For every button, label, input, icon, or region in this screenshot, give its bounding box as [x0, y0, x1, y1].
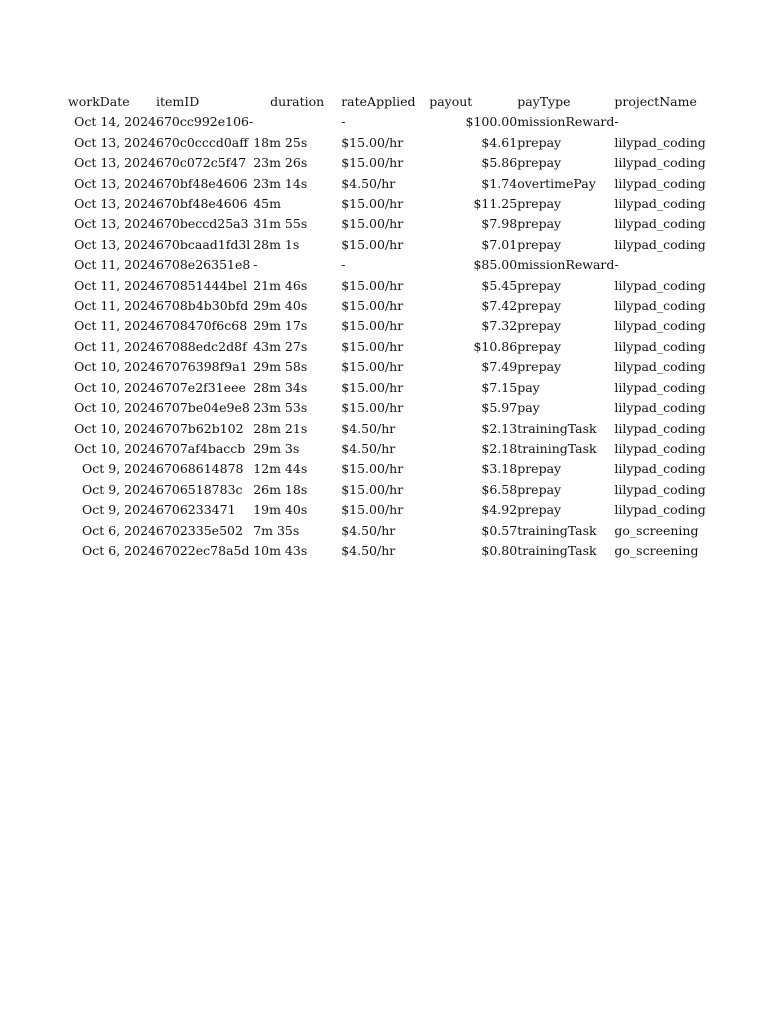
cell-duration: -: [253, 257, 258, 273]
cell-duration: 29m 17s: [253, 318, 308, 334]
cell-projectname: go_screening: [614, 522, 699, 538]
cell-projectname: lilypad_coding: [614, 134, 706, 150]
cell-payout: $7.42: [481, 298, 518, 314]
table-row: [68, 255, 706, 275]
cell-payout: $5.86: [481, 155, 518, 171]
cell-paytype: overtimePay: [517, 175, 596, 191]
table-row: [68, 214, 706, 234]
cell-duration: 28m 21s: [253, 420, 308, 436]
cell-itemid: 67022ec78a5d: [156, 542, 250, 558]
cell-itemid: 6707af4baccb: [156, 440, 246, 456]
cell-paytype: trainingTask: [517, 542, 597, 558]
cell-rateapplied: $15.00/hr: [341, 277, 404, 293]
table-row: [68, 296, 706, 316]
cell-itemid: 6707b62b102: [156, 420, 244, 436]
cell-payout: $85.00: [473, 257, 518, 273]
cell-rateapplied: $4.50/hr: [341, 420, 396, 436]
table-row: [68, 480, 706, 500]
header-duration: duration: [270, 94, 325, 109]
cell-payout: $7.15: [481, 379, 518, 395]
cell-itemid: 670c072c5f47: [156, 155, 247, 171]
table-row: [68, 276, 706, 296]
cell-duration: 29m 58s: [253, 359, 308, 375]
cell-paytype: prepay: [517, 461, 562, 477]
header-itemid: itemID: [156, 94, 200, 109]
cell-paytype: missionReward: [517, 257, 615, 273]
cell-workdate: Oct 11, 2024: [74, 298, 156, 314]
cell-duration: 23m 26s: [253, 155, 308, 171]
cell-payout: $2.18: [481, 440, 518, 456]
cell-projectname: lilypad_coding: [614, 155, 706, 171]
spreadsheet: [68, 92, 706, 561]
cell-itemid: 670beccd25a3: [156, 216, 249, 232]
cell-payout: $4.61: [481, 134, 518, 150]
cell-duration: 7m 35s: [253, 522, 300, 538]
cell-duration: 31m 55s: [253, 216, 308, 232]
cell-rateapplied: -: [341, 114, 346, 130]
cell-rateapplied: $4.50/hr: [341, 542, 396, 558]
cell-projectname: lilypad_coding: [614, 318, 706, 334]
cell-itemid: 670bf48e4606: [156, 175, 248, 191]
cell-workdate: Oct 11, 2024: [74, 338, 156, 354]
cell-paytype: trainingTask: [517, 420, 597, 436]
cell-projectname: lilypad_coding: [614, 236, 706, 252]
cell-rateapplied: $15.00/hr: [341, 298, 404, 314]
cell-payout: $2.13: [481, 420, 518, 436]
cell-projectname: lilypad_coding: [614, 338, 706, 354]
cell-paytype: prepay: [517, 134, 562, 150]
table-row: [68, 459, 706, 479]
cell-paytype: prepay: [517, 155, 562, 171]
cell-rateapplied: $15.00/hr: [341, 236, 404, 252]
cell-payout: $0.80: [481, 542, 518, 558]
cell-payout: $6.58: [481, 481, 518, 497]
cell-itemid: 6708b4b30bfd: [156, 298, 249, 314]
header-projectname: projectName: [614, 94, 697, 109]
cell-rateapplied: $15.00/hr: [341, 134, 404, 150]
cell-projectname: lilypad_coding: [614, 175, 706, 191]
cell-workdate: Oct 11, 2024: [74, 257, 156, 273]
cell-projectname: lilypad_coding: [614, 502, 706, 518]
cell-itemid: 6708470f6c68: [156, 318, 248, 334]
cell-rateapplied: $15.00/hr: [341, 216, 404, 232]
cell-paytype: prepay: [517, 359, 562, 375]
table-row: [68, 235, 706, 255]
cell-paytype: pay: [517, 400, 540, 416]
cell-workdate: Oct 13, 2024: [74, 155, 156, 171]
cell-projectname: lilypad_coding: [614, 440, 706, 456]
cell-workdate: Oct 13, 2024: [74, 175, 156, 191]
cell-payout: $5.97: [481, 400, 518, 416]
table-row: [68, 337, 706, 357]
cell-workdate: Oct 10, 2024: [74, 359, 156, 375]
table-row: [68, 398, 706, 418]
payout-table: [68, 92, 706, 561]
cell-itemid: 67088edc2d8f: [156, 338, 247, 354]
cell-payout: $7.32: [481, 318, 518, 334]
cell-workdate: Oct 6, 2024: [82, 522, 156, 538]
cell-itemid: 6708e26351e8: [156, 257, 251, 273]
cell-workdate: Oct 10, 2024: [74, 420, 156, 436]
cell-projectname: lilypad_coding: [614, 379, 706, 395]
cell-payout: $100.00: [465, 114, 518, 130]
cell-duration: 23m 53s: [253, 400, 308, 416]
cell-duration: 12m 44s: [253, 461, 308, 477]
cell-workdate: Oct 13, 2024: [74, 196, 156, 212]
table-row: [68, 153, 706, 173]
cell-workdate: Oct 13, 2024: [74, 216, 156, 232]
cell-rateapplied: $15.00/hr: [341, 359, 404, 375]
cell-projectname: lilypad_coding: [614, 216, 706, 232]
table-row: [68, 500, 706, 520]
table-row: [68, 316, 706, 336]
cell-workdate: Oct 9, 2024: [82, 461, 156, 477]
cell-duration: 23m 14s: [253, 175, 308, 191]
cell-rateapplied: $15.00/hr: [341, 155, 404, 171]
cell-itemid: 670c0cccd0aff: [156, 134, 249, 150]
header-row: [68, 92, 706, 112]
cell-rateapplied: $15.00/hr: [341, 338, 404, 354]
cell-rateapplied: $4.50/hr: [341, 440, 396, 456]
cell-rateapplied: $15.00/hr: [341, 502, 404, 518]
header-rateapplied: rateApplied: [341, 94, 416, 109]
cell-duration: 10m 43s: [253, 542, 308, 558]
cell-itemid: 6706518783c: [156, 481, 243, 497]
cell-payout: $5.45: [481, 277, 518, 293]
cell-projectname: -: [614, 114, 619, 130]
header-workdate: workDate: [68, 94, 130, 109]
cell-paytype: prepay: [517, 338, 562, 354]
cell-projectname: lilypad_coding: [614, 196, 706, 212]
cell-itemid: 67076398f9a1: [156, 359, 248, 375]
cell-paytype: trainingTask: [517, 440, 597, 456]
table-row: [68, 541, 706, 561]
cell-itemid: 670851444bel: [156, 277, 247, 293]
cell-projectname: lilypad_coding: [614, 298, 706, 314]
cell-rateapplied: $15.00/hr: [341, 379, 404, 395]
table-row: [68, 419, 706, 439]
cell-paytype: prepay: [517, 196, 562, 212]
table-row: [68, 112, 706, 132]
table-row: [68, 174, 706, 194]
cell-payout: $4.92: [481, 502, 518, 518]
table-row: [68, 378, 706, 398]
table-row: [68, 194, 706, 214]
cell-payout: $3.18: [481, 461, 518, 477]
cell-duration: 21m 46s: [253, 277, 308, 293]
header-paytype: payType: [517, 94, 571, 109]
cell-rateapplied: $15.00/hr: [341, 481, 404, 497]
cell-workdate: Oct 6, 2024: [82, 542, 156, 558]
cell-duration: [253, 112, 341, 132]
cell-duration: 26m 18s: [253, 481, 308, 497]
cell-paytype: prepay: [517, 236, 562, 252]
cell-duration: 18m 25s: [253, 134, 308, 150]
cell-workdate: Oct 9, 2024: [82, 502, 156, 518]
cell-duration: 28m 34s: [253, 379, 308, 395]
cell-paytype: prepay: [517, 318, 562, 334]
table-row: [68, 439, 706, 459]
cell-payout: $11.25: [473, 196, 518, 212]
cell-duration: 29m 40s: [253, 298, 308, 314]
cell-workdate: Oct 10, 2024: [74, 400, 156, 416]
table-row: [68, 521, 706, 541]
cell-payout: $10.86: [473, 338, 518, 354]
cell-projectname: lilypad_coding: [614, 420, 706, 436]
cell-rateapplied: $15.00/hr: [341, 196, 404, 212]
table-row: [68, 133, 706, 153]
cell-itemid: 6702335e502: [156, 522, 243, 538]
cell-itemid: 67068614878: [156, 461, 244, 477]
cell-rateapplied: $15.00/hr: [341, 400, 404, 416]
table-body: [68, 112, 706, 561]
cell-paytype: pay: [517, 379, 540, 395]
cell-workdate: Oct 10, 2024: [74, 440, 156, 456]
cell-duration: 28m 1s: [253, 236, 300, 252]
cell-payout: $7.01: [481, 236, 518, 252]
cell-paytype: prepay: [517, 502, 562, 518]
cell-projectname: go_screening: [614, 542, 699, 558]
cell-payout: $7.98: [481, 216, 518, 232]
cell-itemid: 6706233471: [156, 502, 236, 518]
cell-projectname: lilypad_coding: [614, 481, 706, 497]
cell-projectname: -: [614, 257, 619, 273]
cell-workdate: Oct 13, 2024: [74, 236, 156, 252]
cell-payout: $0.57: [481, 522, 518, 538]
cell-rateapplied: $15.00/hr: [341, 461, 404, 477]
cell-payout: $7.49: [481, 359, 518, 375]
cell-duration: 29m 3s: [253, 440, 300, 456]
cell-duration: 19m 40s: [253, 502, 308, 518]
cell-payout: $1.74: [481, 175, 518, 191]
cell-itemid: 670bf48e4606: [156, 196, 248, 212]
cell-itemid: 670cc992e106-: [156, 114, 254, 130]
cell-workdate: Oct 9, 2024: [82, 481, 156, 497]
cell-rateapplied: $15.00/hr: [341, 318, 404, 334]
cell-duration: 43m 27s: [253, 338, 308, 354]
table-row: [68, 357, 706, 377]
cell-itemid: 6707be04e9e8: [156, 400, 250, 416]
cell-paytype: trainingTask: [517, 522, 597, 538]
cell-projectname: lilypad_coding: [614, 359, 706, 375]
cell-rateapplied: $4.50/hr: [341, 522, 396, 538]
cell-paytype: prepay: [517, 216, 562, 232]
cell-paytype: missionReward: [517, 114, 615, 130]
cell-workdate: Oct 13, 2024: [74, 134, 156, 150]
cell-itemid: 670bcaad1fd3l: [156, 236, 251, 252]
cell-rateapplied: $4.50/hr: [341, 175, 396, 191]
cell-workdate: Oct 10, 2024: [74, 379, 156, 395]
cell-itemid: 6707e2f31eee: [156, 379, 246, 395]
cell-paytype: prepay: [517, 481, 562, 497]
cell-workdate: Oct 14, 2024: [74, 114, 156, 130]
cell-workdate: Oct 11, 2024: [74, 277, 156, 293]
cell-projectname: lilypad_coding: [614, 461, 706, 477]
cell-workdate: Oct 11, 2024: [74, 318, 156, 334]
cell-rateapplied: -: [341, 257, 346, 273]
cell-paytype: prepay: [517, 277, 562, 293]
cell-projectname: lilypad_coding: [614, 400, 706, 416]
header-payout: payout: [429, 94, 473, 109]
cell-paytype: prepay: [517, 298, 562, 314]
cell-duration: 45m: [253, 196, 281, 212]
cell-projectname: lilypad_coding: [614, 277, 706, 293]
